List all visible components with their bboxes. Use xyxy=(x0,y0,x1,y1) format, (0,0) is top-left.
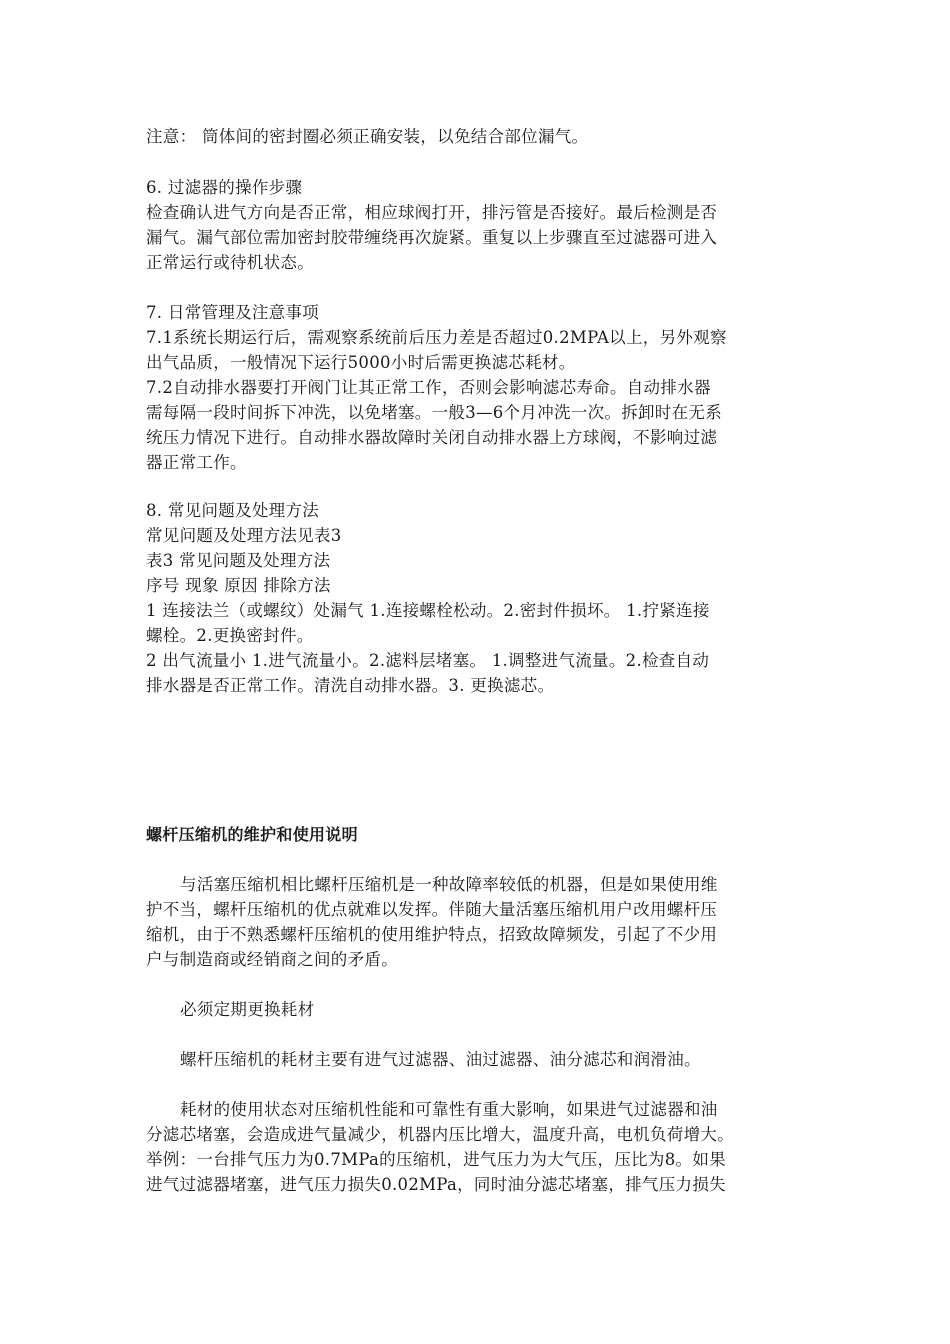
section-7-2-line-1: 7.2自动排水器要打开阀门让其正常工作，否则会影响滤芯寿命。自动排水器 xyxy=(146,378,711,397)
section-6-text-line-3: 正常运行或待机状态。 xyxy=(146,253,314,272)
section-7-1-line-1: 7.1系统长期运行后，需观察系统前后压力差是否超过0.2MPA以上，另外观察 xyxy=(146,328,727,347)
section-6-text-line-1: 检查确认进气方向是否正常，相应球阀打开，排污管是否接好。最后检测是否 xyxy=(146,203,718,222)
paragraph-1-line-4: 户与制造商或经销商之间的矛盾。 xyxy=(146,950,398,969)
paragraph-4-line-1: 耗材的使用状态对压缩机性能和可靠性有重大影响，如果进气过滤器和油 xyxy=(180,1100,718,1119)
section-6-heading: 6. 过滤器的操作步骤 xyxy=(146,178,303,197)
paragraph-1-line-2: 护不当，螺杆压缩机的优点就难以发挥。伴随大量活塞压缩机用户改用螺杆压 xyxy=(146,900,718,919)
section-7-2-line-3: 统压力情况下进行。自动排水器故障时关闭自动排水器上方球阀，不影响过滤 xyxy=(146,428,718,447)
section-7-heading: 7. 日常管理及注意事项 xyxy=(146,303,320,322)
section-7-1-line-2: 出气品质，一般情况下运行5000小时后需更换滤芯耗材。 xyxy=(146,353,576,372)
paragraph-2: 必须定期更换耗材 xyxy=(180,1000,315,1019)
section-7-2-line-4: 器正常工作。 xyxy=(146,453,247,472)
table-caption: 表3 常见问题及处理方法 xyxy=(146,551,331,570)
note-line: 注意： 筒体间的密封圈必须正确安装，以免结合部位漏气。 xyxy=(146,127,589,146)
table-row-1-line-1: 1 连接法兰（或螺纹）处漏气 1.连接螺栓松动。2.密封件损坏。 1.拧紧连接 xyxy=(146,601,710,620)
paragraph-1-line-3: 缩机，由于不熟悉螺杆压缩机的使用维护特点，招致故障频发，引起了不少用 xyxy=(146,925,718,944)
paragraph-3: 螺杆压缩机的耗材主要有进气过滤器、油过滤器、油分滤芯和润滑油。 xyxy=(180,1050,701,1069)
paragraph-4-line-2: 分滤芯堵塞，会造成进气量减少，机器内压比增大，温度升高，电机负荷增大。 xyxy=(146,1125,734,1144)
table-row-2-line-2: 排水器是否正常工作。清洗自动排水器。3. 更换滤芯。 xyxy=(146,676,555,695)
section-6-text-line-2: 漏气。漏气部位需加密封胶带缠绕再次旋紧。重复以上步骤直至过滤器可进入 xyxy=(146,228,718,247)
paragraph-4-line-3: 举例：一台排气压力为0.7MPa的压缩机，进气压力为大气压，压比为8。如果 xyxy=(146,1150,726,1169)
paragraph-1-line-1: 与活塞压缩机相比螺杆压缩机是一种故障率较低的机器，但是如果使用维 xyxy=(180,875,718,894)
table-header: 序号 现象 原因 排除方法 xyxy=(146,576,331,595)
section-7-2-line-2: 需每隔一段时间拆下冲洗，以免堵塞。一般3—6个月冲洗一次。拆卸时在无系 xyxy=(146,403,722,422)
section-8-heading: 8. 常见问题及处理方法 xyxy=(146,501,320,520)
section-8-reference: 常见问题及处理方法见表3 xyxy=(146,526,342,545)
table-row-1-line-2: 螺栓。2.更换密封件。 xyxy=(146,626,314,645)
paragraph-4-line-4: 进气过滤器堵塞，进气压力损失0.02MPa，同时油分滤芯堵塞，排气压力损失 xyxy=(146,1175,726,1194)
table-row-2-line-1: 2 出气流量小 1.进气流量小。2.滤料层堵塞。 1.调整进气流量。2.检查自动 xyxy=(146,651,710,670)
document-title: 螺杆压缩机的维护和使用说明 xyxy=(146,825,358,844)
